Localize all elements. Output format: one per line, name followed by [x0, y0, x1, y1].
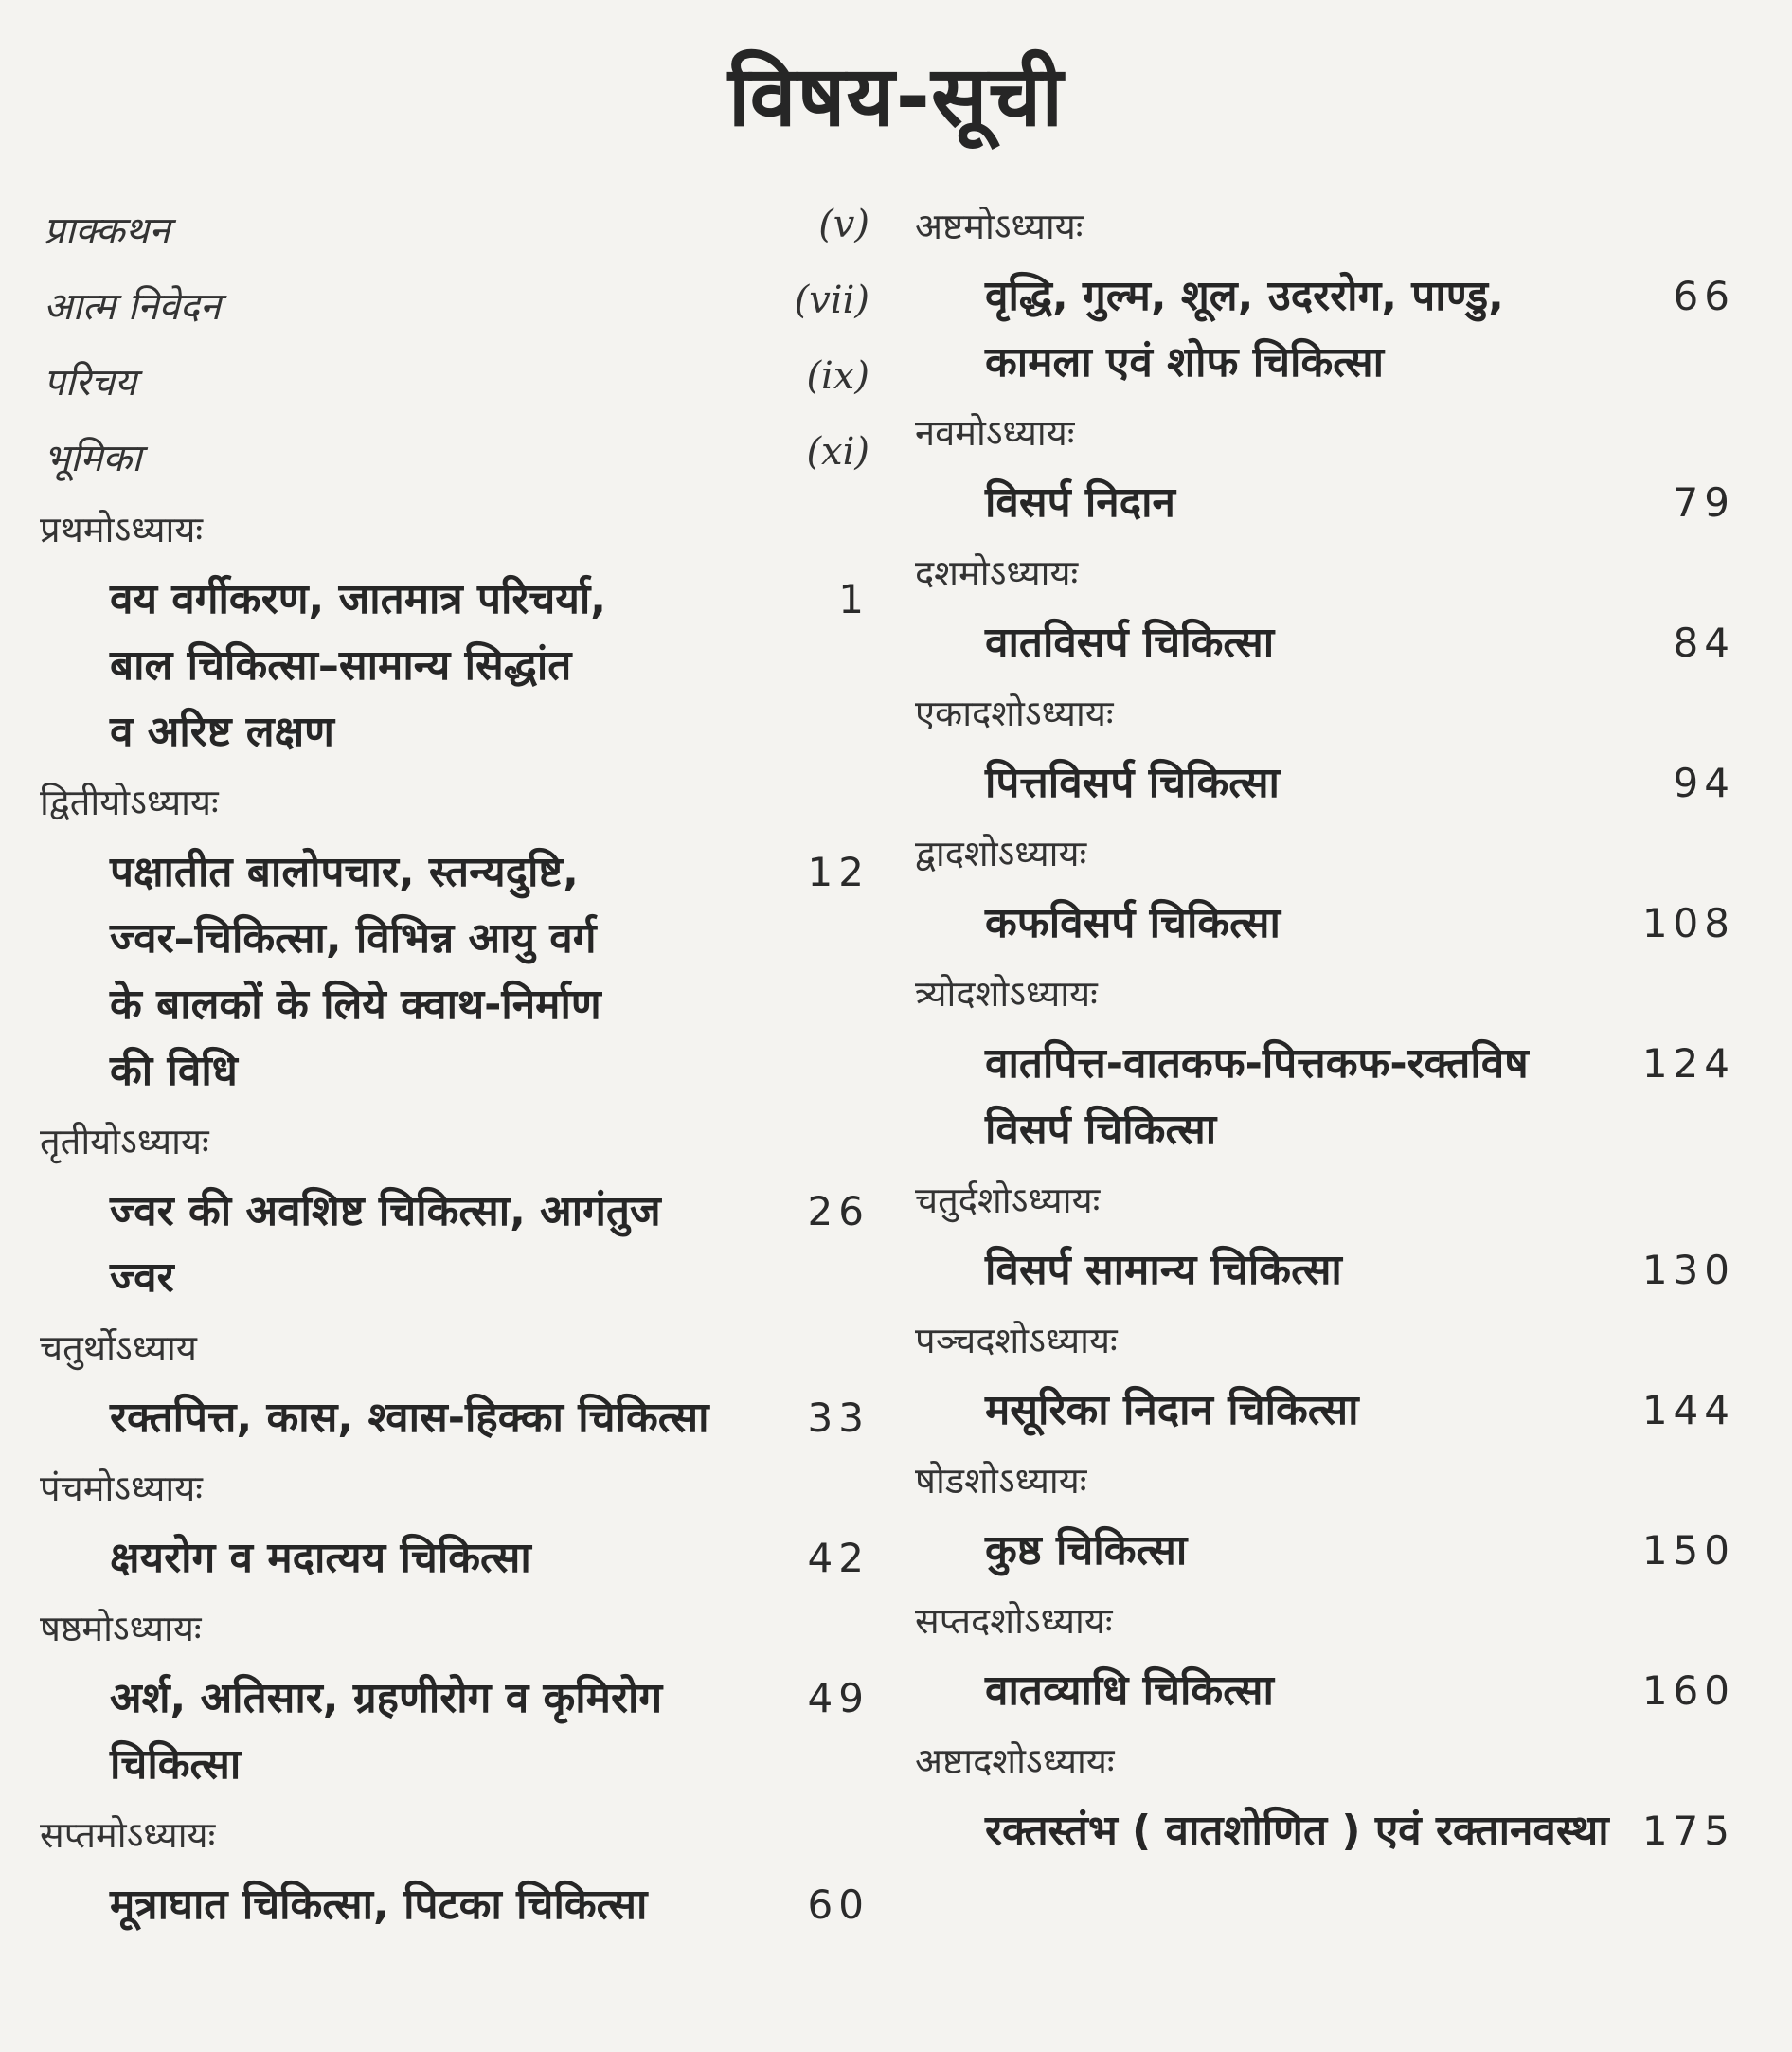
toc-page-number: 130 [1641, 1247, 1735, 1293]
toc-entry-line: रक्तपित्त, कास, श्वास-हिक्का चिकित्सा [110, 1394, 709, 1442]
toc-page-number: 79 [1673, 479, 1735, 526]
front-matter-page: (xi) [806, 430, 869, 474]
toc-entry-line: विसर्प सामान्य चिकित्सा [985, 1246, 1342, 1294]
chapter-heading: चतुर्थोऽध्याय [40, 1327, 197, 1369]
toc-page-number: 160 [1641, 1667, 1735, 1714]
chapter-heading: पञ्चदशोऽध्यायः [915, 1320, 1118, 1361]
toc-entry-line: क्षयरोग व मदात्यय चिकित्सा [110, 1534, 531, 1582]
toc-page-number: 1 [838, 576, 869, 622]
toc-page-number: 66 [1673, 273, 1735, 319]
front-matter-title: परिचय [44, 361, 137, 405]
front-matter-item [36, 189, 869, 265]
toc-entry-line: वातव्याधि चिकित्सा [985, 1666, 1274, 1715]
toc-entry-title [985, 263, 1610, 396]
toc-entry-line: मसूरिका निदान चिकित्सा [985, 1386, 1359, 1434]
toc-entry-line: के बालकों के लिये क्वाथ-निर्माण [110, 981, 601, 1029]
toc-entry [36, 1179, 869, 1311]
toc-entry [911, 750, 1745, 817]
toc-entry-line: वय वर्गीकरण, जातमात्र परिचर्या, [110, 575, 606, 623]
toc-page-number: 94 [1673, 760, 1735, 806]
toc-entry-line: ज्वर की अवशिष्ट चिकित्सा, आगंतुज [110, 1187, 661, 1235]
toc-entry [911, 1658, 1745, 1724]
toc-page-number: 175 [1641, 1808, 1735, 1854]
page-title: विषय-सूची [727, 47, 1065, 145]
toc-entry-line: वातपित्त-वातकफ-पित्तकफ-रक्तविष [985, 1039, 1529, 1088]
front-matter-item [36, 265, 869, 341]
toc-entry [911, 610, 1745, 676]
chapter-heading: दशमोऽध्यायः [915, 552, 1079, 594]
toc-entry-line: विसर्प निदान [985, 478, 1175, 527]
chapter-heading: द्वादशोऽध्यायः [915, 833, 1087, 874]
toc-entry-line: व अरिष्ट लक्षण [110, 708, 334, 756]
toc-page-number: 12 [807, 849, 869, 895]
toc-entry-line: विसर्प चिकित्सा [985, 1106, 1217, 1154]
chapter-heading: अष्टादशोऽध्यायः [915, 1740, 1115, 1782]
toc-entry [36, 1872, 869, 1938]
toc-entry-line: ज्वर–चिकित्सा, विभिन्न आयु वर्ग [110, 914, 597, 963]
toc-page-number: 150 [1641, 1527, 1735, 1574]
toc-entry-line: की विधि [110, 1047, 238, 1095]
toc-entry-line: ज्वर [110, 1253, 174, 1302]
toc-entry-line: कफविसर्प चिकित्सा [985, 899, 1281, 947]
toc-entry-title [985, 1377, 1610, 1444]
toc-entry [911, 1798, 1745, 1864]
chapter-heading: एकादशोऽध्यायः [915, 693, 1114, 734]
toc-entry [911, 1518, 1745, 1584]
toc-entry [911, 1031, 1745, 1163]
toc-page-number: 124 [1641, 1040, 1735, 1087]
toc-page-number: 108 [1641, 900, 1735, 946]
toc-entry-title [985, 1518, 1610, 1584]
toc-entry-title [985, 610, 1610, 676]
toc-page-number: 42 [807, 1535, 869, 1581]
toc-entry-line: बाल चिकित्सा–सामान्य सिद्धांत [110, 641, 572, 690]
front-matter-item [36, 417, 869, 493]
toc-entry-title [110, 1872, 754, 1938]
toc-page-number: 84 [1673, 620, 1735, 666]
toc-entry [36, 1525, 869, 1592]
toc-entry [36, 839, 869, 1105]
toc-entry-title [110, 1525, 754, 1592]
toc-entry-title [985, 1658, 1610, 1724]
toc-entry-title [110, 567, 754, 765]
chapter-heading: अष्टमोऽध्यायः [915, 206, 1084, 247]
toc-entry-line: कामला एवं शोफ चिकित्सा [985, 338, 1384, 387]
toc-entry-line: वृद्धि, गुल्म, शूल, उदररोग, पाण्डु, [985, 272, 1504, 320]
toc-entry-title [110, 1385, 754, 1451]
toc-right-column [911, 189, 1745, 1864]
toc-entry [911, 1237, 1745, 1304]
front-matter-title: आत्म निवेदन [44, 285, 221, 329]
toc-entry-line: चिकित्सा [110, 1740, 242, 1789]
chapter-heading: चतुर्दशोऽध्यायः [915, 1179, 1101, 1221]
front-matter-page: (vii) [794, 279, 869, 322]
toc-entry-line: कुष्ठ चिकित्सा [985, 1526, 1188, 1575]
chapter-heading: नवमोऽध्यायः [915, 412, 1075, 454]
toc-entry-line: अर्श, अतिसार, ग्रहणीरोग व कृमिरोग [110, 1674, 663, 1722]
toc-entry-line: रक्तस्तंभ ( वातशोणित ) एवं रक्तानवस्था [985, 1807, 1609, 1855]
toc-page-number: 60 [807, 1881, 869, 1928]
chapter-heading: सप्तदशोऽध्यायः [915, 1600, 1113, 1642]
toc-entry [911, 891, 1745, 957]
chapter-heading: त्र्योदशोऽध्यायः [915, 973, 1098, 1015]
toc-entry-title [985, 891, 1610, 957]
toc-entry-title [985, 1237, 1610, 1304]
front-matter-title: प्राक्कथन [44, 209, 170, 253]
toc-entry-title [110, 1179, 754, 1311]
toc-entry [36, 567, 869, 765]
toc-entry [911, 1377, 1745, 1444]
toc-page-number: 33 [807, 1395, 869, 1441]
toc-entry [911, 263, 1745, 396]
toc-entry [911, 470, 1745, 536]
toc-entry [36, 1665, 869, 1798]
toc-entry-title [110, 1665, 754, 1798]
toc-entry-title [985, 750, 1610, 817]
chapter-heading: तृतीयोऽध्यायः [40, 1121, 209, 1162]
toc-page-number: 144 [1641, 1387, 1735, 1433]
front-matter-page: (v) [818, 203, 869, 246]
toc-entry-line: मूत्राघात चिकित्सा, पिटका चिकित्सा [110, 1881, 648, 1929]
toc-entry [36, 1385, 869, 1451]
chapter-heading: षष्ठमोऽध्यायः [40, 1608, 202, 1649]
toc-entry-title [985, 1798, 1610, 1864]
chapter-heading: पंचमोऽध्यायः [40, 1467, 203, 1509]
toc-left-column [36, 189, 869, 1938]
toc-entry-line: पित्तविसर्प चिकित्सा [985, 759, 1280, 807]
toc-entry-line: वातविसर्प चिकित्सा [985, 619, 1275, 667]
toc-entry-line: पक्षातीत बालोपचार, स्तन्यदुष्टि, [110, 848, 579, 896]
chapter-heading: द्वितीयोऽध्यायः [40, 782, 219, 823]
toc-page-number: 26 [807, 1188, 869, 1234]
chapter-heading: षोडशोऽध्यायः [915, 1460, 1087, 1502]
front-matter-title: भूमिका [44, 437, 142, 480]
front-matter-page: (ix) [806, 354, 869, 398]
toc-entry-title [110, 839, 754, 1105]
toc-entry-title [985, 1031, 1610, 1163]
toc-page-number: 49 [807, 1675, 869, 1721]
toc-entry-title [985, 470, 1610, 536]
chapter-heading: सप्तमोऽध्यायः [40, 1814, 216, 1856]
front-matter-item [36, 341, 869, 417]
chapter-heading: प्रथमोऽध्यायः [40, 509, 204, 550]
